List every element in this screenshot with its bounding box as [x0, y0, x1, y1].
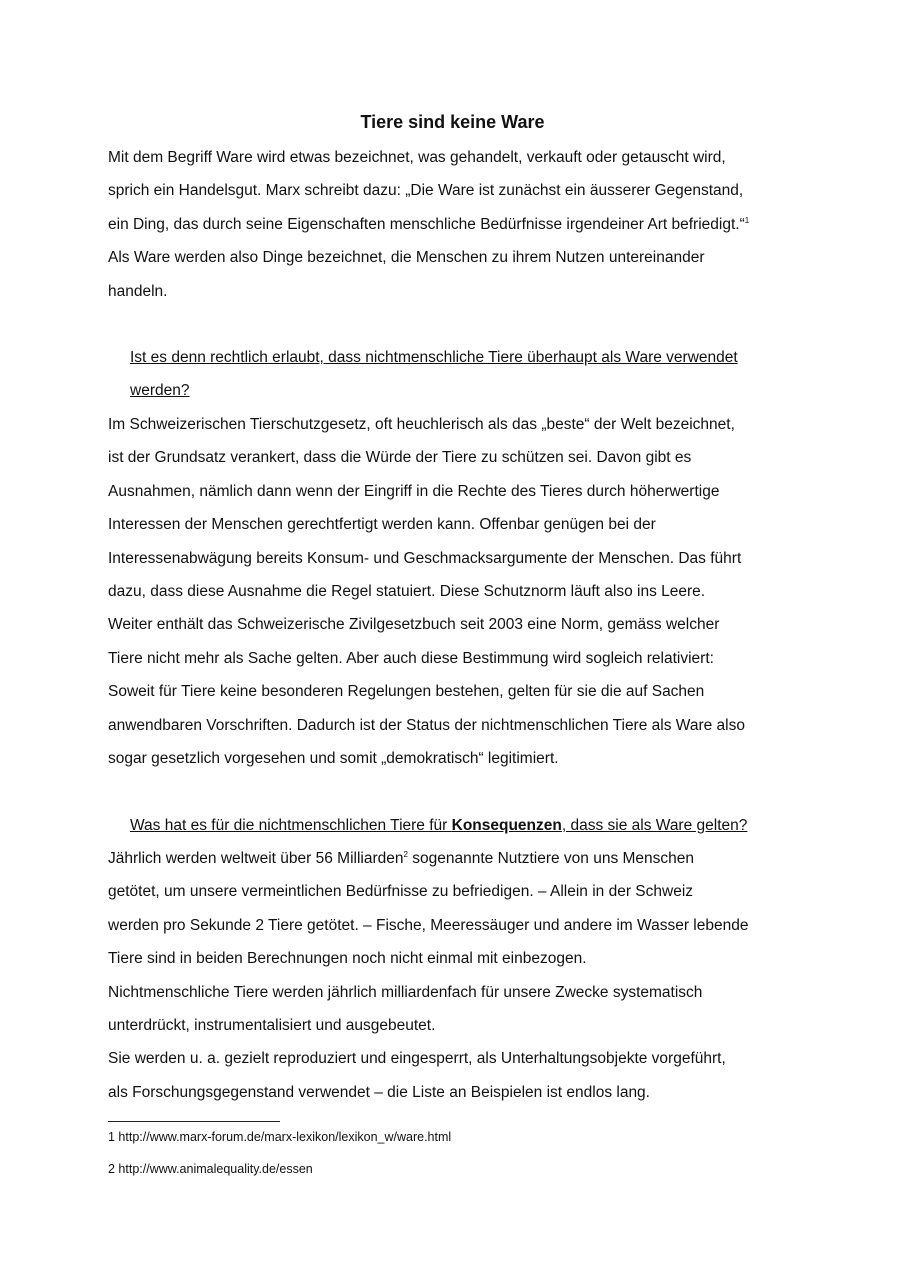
footnote-ref-1: 1	[744, 215, 750, 225]
text-line: Nichtmenschliche Tiere werden jährlich milliardenfach für unsere Zwecke systematisch	[108, 983, 703, 1001]
text-line: Ausnahmen, nämlich dann wenn der Eingriff in die Rechte des Tieres durch höherwertige	[108, 482, 720, 500]
text-line: Tiere nicht mehr als Sache gelten. Aber auch diese Bestimmung wird sogleich relativiert:	[108, 649, 714, 667]
text-line: ist der Grundsatz verankert, dass die Würde der Tiere zu schützen sei. Davon gibt es	[108, 449, 692, 467]
text-line-content: ein Ding, das durch seine Eigenschaften menschliche Bedürfnisse irgendeiner Art befriedigt.“	[108, 215, 745, 233]
text-line: dazu, dass diese Ausnahme die Regel statuiert. Diese Schutznorm läuft also ins Leere.	[108, 583, 706, 601]
text-line: Tiere sind in beiden Berechnungen noch nicht einmal mit einbezogen.	[108, 950, 587, 968]
text-line: unterdrückt, instrumentalisiert und ausgebeutet.	[108, 1017, 436, 1035]
text-line: Mit dem Begriff Ware wird etwas bezeichnet, was gehandelt, verkauft oder getauscht wird,	[108, 149, 726, 166]
footnote-1[interactable]: 1 http://www.marx-forum.de/marx-lexikon/lexikon_w/ware.html	[108, 1130, 452, 1144]
text-line: Als Ware werden also Dinge bezeichnet, die Menschen zu ihrem Nutzen untereinander	[108, 249, 705, 267]
consequences-paragraph	[108, 842, 808, 1109]
footnote-divider	[108, 1121, 280, 1122]
text-line: sogar gesetzlich vorgesehen und somit „demokratisch“ legitimiert.	[108, 750, 559, 768]
text-line: Sie werden u. a. gezielt reproduziert und eingesperrt, als Unterhaltungsobjekte vorgeführt,	[108, 1050, 726, 1068]
footnote-2[interactable]: 2 http://www.animalequality.de/essen	[108, 1162, 313, 1176]
heading-text: , dass sie als Ware gelten?	[561, 817, 748, 834]
text-line: Soweit für Tiere keine besonderen Regelungen bestehen, gelten für sie die auf Sachen	[108, 683, 705, 701]
heading-bold-text: Konsequenzen	[451, 817, 562, 834]
text-line	[108, 208, 808, 241]
section-heading-legal	[130, 341, 810, 408]
text-line: Weiter enthält das Schweizerische Zivilgesetzbuch seit 2003 eine Norm, gemäss welcher	[108, 616, 720, 634]
text-line	[108, 842, 808, 875]
intro-paragraph	[108, 141, 808, 308]
footnote-ref-2: 2	[403, 849, 408, 859]
page-title: Tiere sind keine Ware	[360, 112, 545, 132]
text-line-content: sogenannte Nutztiere von uns Menschen	[407, 850, 695, 867]
section-heading-consequences	[130, 809, 810, 842]
heading-text: Was hat es für die nichtmenschlichen Tiere für	[130, 817, 452, 834]
text-line: handeln.	[108, 282, 168, 300]
text-line-content: Jährlich werden weltweit über 56 Milliarden	[108, 850, 404, 867]
heading-line: werden?	[130, 382, 190, 400]
text-line: sprich ein Handelsgut. Marx schreibt dazu: „Die Ware ist zunächst ein äusserer Gegenstand,	[108, 182, 744, 200]
text-line: getötet, um unsere vermeintlichen Bedürfnisse zu befriedigen. – Allein in der Schweiz	[108, 883, 694, 901]
text-line: Im Schweizerischen Tierschutzgesetz, oft heuchlerisch als das „beste“ der Welt bezeichnet,	[108, 416, 735, 433]
heading-line	[130, 809, 810, 842]
text-line: werden pro Sekunde 2 Tiere getötet. – Fische, Meeressäuger und andere im Wasser lebende	[108, 916, 749, 934]
text-line: Interessen der Menschen gerechtfertigt werden kann. Offenbar genügen bei der	[108, 516, 656, 534]
legal-paragraph	[108, 408, 808, 775]
text-line: Interessenabwägung bereits Konsum- und Geschmacksargumente der Menschen. Das führt	[108, 549, 742, 567]
text-line: als Forschungsgegenstand verwendet – die Liste an Beispielen ist endlos lang.	[108, 1083, 650, 1101]
text-line: anwendbaren Vorschriften. Dadurch ist der Status der nichtmenschlichen Tiere als Ware also	[108, 716, 745, 734]
heading-line: Ist es denn rechtlich erlaubt, dass nichtmenschliche Tiere überhaupt als Ware verwendet	[130, 349, 738, 366]
